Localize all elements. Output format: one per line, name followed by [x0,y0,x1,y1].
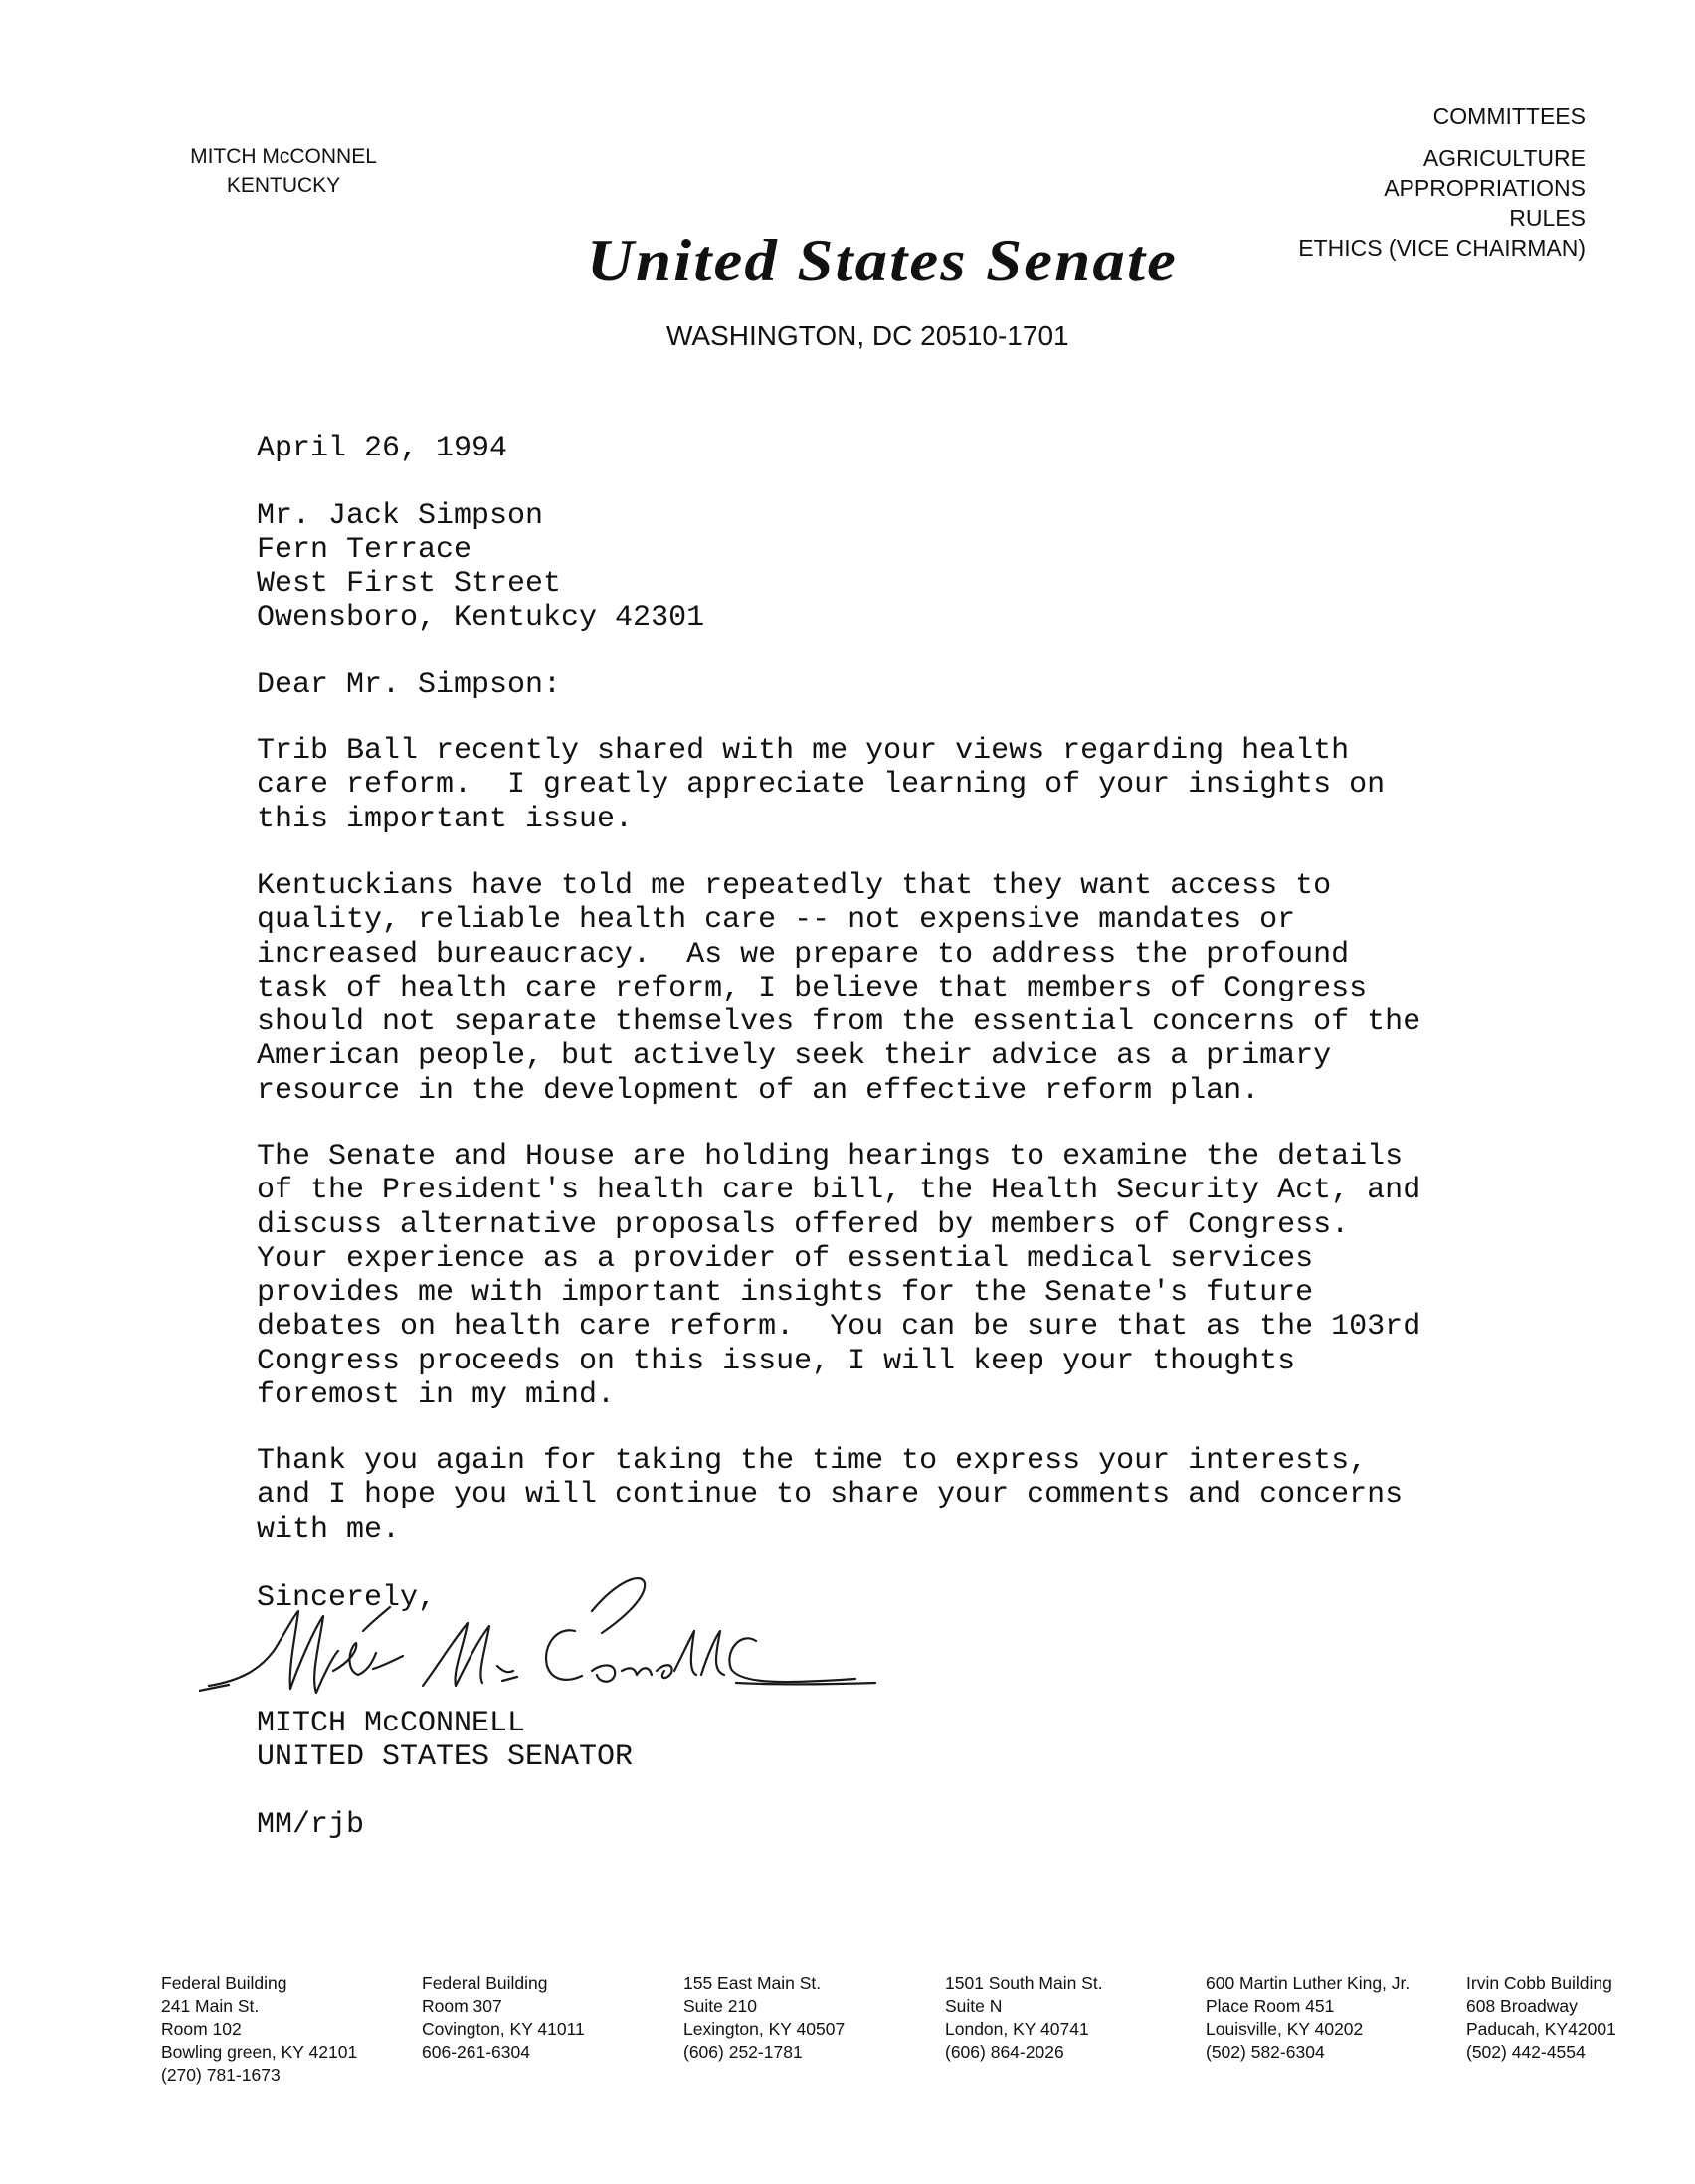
office-address [945,1972,1103,2064]
letterhead-city: WASHINGTON, DC 20510-1701 [666,320,1069,351]
office-addresses [161,1972,1653,2092]
office-address [161,1972,357,2087]
office-line: 1501 South Main St. [945,1973,1103,1993]
office-line: 155 East Main St. [683,1973,822,1993]
office-line: Louisville, KY 40202 [1206,2019,1364,2039]
senator-block [159,142,408,200]
recipient-line: Fern Terrace [257,533,472,567]
office-line: Room 102 [161,2019,242,2039]
office-line: London, KY 40741 [945,2019,1089,2039]
letter-date: April 26, 1994 [257,432,508,465]
signature-image [199,1571,935,1721]
office-line: (502) 582-6304 [1206,2042,1325,2062]
office-line: Paducah, KY42001 [1466,2019,1616,2039]
salutation: Dear Mr. Simpson: [257,668,562,702]
office-line: 241 Main St. [161,1996,260,2016]
office-address [1466,1972,1616,2064]
paragraph: The Senate and House are holding hearings to examine the details of the President's health care bill, the Health Security Act, and discuss alternative proposals offered by members of Congress. Your experience as a provider of essential medical services provides me with important insights for the Senate's future debates on health care reform. You can be sure that as the 103rd Congress proceeds on this issue, I will keep your thoughts foremost in my mind. [257,1140,1421,1413]
signer-title: UNITED STATES SENATOR [257,1740,634,1774]
office-line: Place Room 451 [1206,1996,1335,2016]
signer-name: MITCH McCONNELL [257,1707,526,1740]
closing: Sincerely, [257,1581,437,1615]
paragraph: Trib Ball recently shared with me your views regarding health care reform. I greatly appreciate learning of your insights on this important issue. [257,734,1386,836]
senator-state: KENTUCKY [226,174,341,197]
office-line: Covington, KY 41011 [422,2019,585,2039]
office-line: 600 Martin Luther King, Jr. [1206,1973,1411,1993]
office-address [422,1972,585,2064]
office-line: (606) 252-1781 [683,2042,803,2062]
recipient-line: West First Street [257,567,562,601]
office-address [683,1972,845,2064]
office-line: Room 307 [422,1996,502,2016]
committees-heading: COMMITTEES [1432,103,1586,129]
committee-item: RULES [1509,205,1586,231]
committee-item: ETHICS (VICE CHAIRMAN) [1298,235,1586,261]
committee-item: APPROPRIATIONS [1384,175,1586,201]
paragraph: Thank you again for taking the time to express your interests, and I hope you will continue to share your comments and concerns with me. [257,1444,1404,1547]
committee-item: AGRICULTURE [1422,145,1586,171]
office-line: Federal Building [422,1973,548,1993]
office-line: 608 Broadway [1466,1996,1578,2016]
office-line: Suite 210 [683,1996,757,2016]
office-line: (606) 864-2026 [945,2042,1064,2062]
office-address [1206,1972,1410,2064]
senator-name: MITCH McCONNEL [190,145,377,168]
office-line: Suite N [945,1996,1003,2016]
office-line: 606-261-6304 [422,2042,530,2062]
recipient-line: Owensboro, Kentukcy 42301 [257,601,705,635]
recipient-line: Mr. Jack Simpson [257,499,544,533]
paragraph: Kentuckians have told me repeatedly that they want access to quality, reliable health care -- not expensive mandates or increased bureaucracy. As we prepare to address the profound task of health care reform, I believe that members of Congress should not separate themselves from the essential concerns of the American people, but actively seek their advice as a primary resource in the development of an effective reform plan. [257,869,1421,1108]
office-line: Lexington, KY 40507 [683,2019,846,2039]
letterhead-title: United States Senate [587,228,1179,293]
office-line: Irvin Cobb Building [1466,1973,1612,1993]
office-line: (502) 442-4554 [1466,2042,1586,2062]
office-line: Bowling green, KY 42101 [161,2042,358,2062]
office-line: (270) 781-1673 [161,2065,281,2085]
office-line: Federal Building [161,1973,287,1993]
reference-initials: MM/rjb [257,1808,365,1842]
